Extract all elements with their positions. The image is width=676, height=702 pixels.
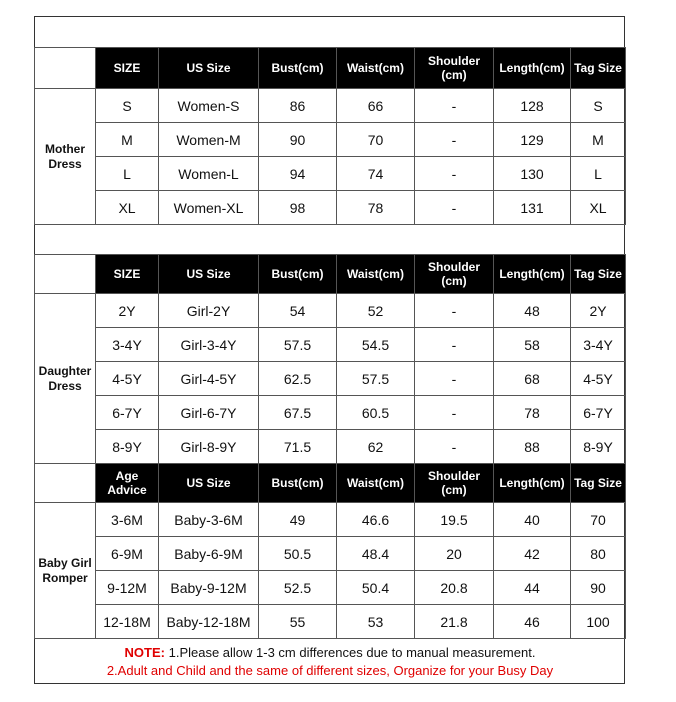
daughter-cell: 60.5: [337, 396, 415, 430]
daughter-cell: Girl-8-9Y: [159, 430, 259, 464]
baby-cell: 46: [494, 605, 571, 639]
mother-cell: Women-M: [159, 123, 259, 157]
daughter-col-header: Shoulder (cm): [415, 255, 494, 294]
daughter-cell: 58: [494, 328, 571, 362]
baby-cell: 100: [571, 605, 626, 639]
daughter-cell: 67.5: [259, 396, 337, 430]
baby-col-header: Shoulder (cm): [415, 464, 494, 503]
baby-cell: 50.4: [337, 571, 415, 605]
baby-row: [35, 605, 626, 639]
mother-cell: 94: [259, 157, 337, 191]
daughter-col-header: US Size: [159, 255, 259, 294]
mother-cell: M: [96, 123, 159, 157]
daughter-cell: 2Y: [571, 294, 626, 328]
baby-cell: 44: [494, 571, 571, 605]
daughter-header-row: [35, 255, 626, 294]
baby-row: [35, 503, 626, 537]
baby-cell: 55: [259, 605, 337, 639]
daughter-cell: Girl-3-4Y: [159, 328, 259, 362]
baby-col-header: Bust(cm): [259, 464, 337, 503]
mother-cell: 66: [337, 89, 415, 123]
daughter-col-header: Bust(cm): [259, 255, 337, 294]
mother-col-header: Length(cm): [494, 48, 571, 89]
note-text-cut-off: 2.Adult and Child and the same of different sizes, Organize for your Busy Day: [106, 663, 554, 678]
daughter-cell: 8-9Y: [96, 430, 159, 464]
baby-cell: 70: [571, 503, 626, 537]
mother-cell: 90: [259, 123, 337, 157]
baby-cell: 90: [571, 571, 626, 605]
daughter-cell: 8-9Y: [571, 430, 626, 464]
mother-cell: XL: [96, 191, 159, 225]
daughter-cell: 68: [494, 362, 571, 396]
mother-header-blank: [35, 48, 96, 89]
daughter-cell: -: [415, 430, 494, 464]
baby-cell: 21.8: [415, 605, 494, 639]
baby-cell: 49: [259, 503, 337, 537]
baby-row: [35, 571, 626, 605]
daughter-cell: 71.5: [259, 430, 337, 464]
daughter-cell: 54.5: [337, 328, 415, 362]
note: [35, 644, 625, 682]
daughter-col-header: SIZE: [96, 255, 159, 294]
baby-row: [35, 537, 626, 571]
daughter-cell: 57.5: [337, 362, 415, 396]
mother-row: [35, 157, 626, 191]
mother-cell: S: [571, 89, 626, 123]
note-text: 1.Please allow 1-3 cm differences due to manual measurement.: [164, 645, 536, 660]
baby-cell: 53: [337, 605, 415, 639]
mother-cell: 74: [337, 157, 415, 191]
daughter-group-label: Daughter Dress: [35, 294, 96, 464]
daughter-col-header: Tag Size: [571, 255, 626, 294]
baby-cell: Baby-3-6M: [159, 503, 259, 537]
daughter-cell: 62: [337, 430, 415, 464]
baby-col-header: Length(cm): [494, 464, 571, 503]
daughter-cell: -: [415, 362, 494, 396]
baby-cell: Baby-9-12M: [159, 571, 259, 605]
mother-cell: L: [96, 157, 159, 191]
mother-cell: M: [571, 123, 626, 157]
daughter-row: [35, 396, 626, 430]
mother-col-header: Bust(cm): [259, 48, 337, 89]
daughter-cell: 48: [494, 294, 571, 328]
mother-col-header: SIZE: [96, 48, 159, 89]
mother-cell: L: [571, 157, 626, 191]
baby-cell: 40: [494, 503, 571, 537]
mother-row: [35, 123, 626, 157]
daughter-col-header: Waist(cm): [337, 255, 415, 294]
daughter-cell: 54: [259, 294, 337, 328]
baby-cell: 19.5: [415, 503, 494, 537]
mother-col-header: Tag Size: [571, 48, 626, 89]
daughter-cell: -: [415, 294, 494, 328]
baby-col-header: Tag Size: [571, 464, 626, 503]
size-chart-sheet: [34, 16, 625, 684]
daughter-cell: Girl-2Y: [159, 294, 259, 328]
mother-cell: 86: [259, 89, 337, 123]
daughter-cell: Girl-4-5Y: [159, 362, 259, 396]
daughter-cell: Girl-6-7Y: [159, 396, 259, 430]
baby-cell: 20: [415, 537, 494, 571]
daughter-cell: 4-5Y: [571, 362, 626, 396]
daughter-cell: 2Y: [96, 294, 159, 328]
mother-col-header: Waist(cm): [337, 48, 415, 89]
mother-cell: -: [415, 157, 494, 191]
daughter-cell: -: [415, 328, 494, 362]
daughter-row: [35, 328, 626, 362]
size-chart-table: [34, 47, 626, 639]
baby-cell: 6-9M: [96, 537, 159, 571]
mother-cell: 78: [337, 191, 415, 225]
baby-cell: Baby-6-9M: [159, 537, 259, 571]
mother-header-row: [35, 48, 626, 89]
daughter-cell: 3-4Y: [571, 328, 626, 362]
mother-cell: 131: [494, 191, 571, 225]
mother-row: [35, 191, 626, 225]
baby-cell: 52.5: [259, 571, 337, 605]
mother-cell: 98: [259, 191, 337, 225]
baby-col-header: US Size: [159, 464, 259, 503]
baby-col-header: Age Advice: [96, 464, 159, 503]
baby-cell: Baby-12-18M: [159, 605, 259, 639]
daughter-header-blank: [35, 255, 96, 294]
daughter-cell: -: [415, 396, 494, 430]
mother-cell: 129: [494, 123, 571, 157]
daughter-row: [35, 362, 626, 396]
mother-row: [35, 89, 626, 123]
daughter-cell: 52: [337, 294, 415, 328]
mother-cell: Women-L: [159, 157, 259, 191]
daughter-cell: 88: [494, 430, 571, 464]
note-label: NOTE:: [124, 645, 165, 660]
gap-row-1: [35, 225, 626, 255]
mother-cell: -: [415, 191, 494, 225]
baby-cell: 42: [494, 537, 571, 571]
mother-cell: -: [415, 89, 494, 123]
mother-group-label: Mother Dress: [35, 89, 96, 225]
baby-cell: 3-6M: [96, 503, 159, 537]
baby-cell: 80: [571, 537, 626, 571]
baby-group-label: Baby Girl Romper: [35, 503, 96, 639]
daughter-row: [35, 294, 626, 328]
mother-col-header: Shoulder (cm): [415, 48, 494, 89]
mother-cell: Women-XL: [159, 191, 259, 225]
baby-cell: 9-12M: [96, 571, 159, 605]
mother-col-header: US Size: [159, 48, 259, 89]
daughter-cell: 78: [494, 396, 571, 430]
baby-col-header: Waist(cm): [337, 464, 415, 503]
mother-cell: 70: [337, 123, 415, 157]
baby-cell: 50.5: [259, 537, 337, 571]
mother-cell: 128: [494, 89, 571, 123]
mother-cell: Women-S: [159, 89, 259, 123]
mother-cell: S: [96, 89, 159, 123]
daughter-cell: 62.5: [259, 362, 337, 396]
baby-cell: 46.6: [337, 503, 415, 537]
mother-cell: XL: [571, 191, 626, 225]
daughter-cell: 3-4Y: [96, 328, 159, 362]
baby-cell: 12-18M: [96, 605, 159, 639]
baby-cell: 48.4: [337, 537, 415, 571]
mother-cell: -: [415, 123, 494, 157]
baby-cell: 20.8: [415, 571, 494, 605]
daughter-cell: 57.5: [259, 328, 337, 362]
mother-cell: 130: [494, 157, 571, 191]
gap-row-1-cell: [35, 225, 626, 255]
daughter-row: [35, 430, 626, 464]
baby-header-row: [35, 464, 626, 503]
daughter-col-header: Length(cm): [494, 255, 571, 294]
daughter-cell: 4-5Y: [96, 362, 159, 396]
baby-header-blank: [35, 464, 96, 503]
daughter-cell: 6-7Y: [571, 396, 626, 430]
daughter-cell: 6-7Y: [96, 396, 159, 430]
